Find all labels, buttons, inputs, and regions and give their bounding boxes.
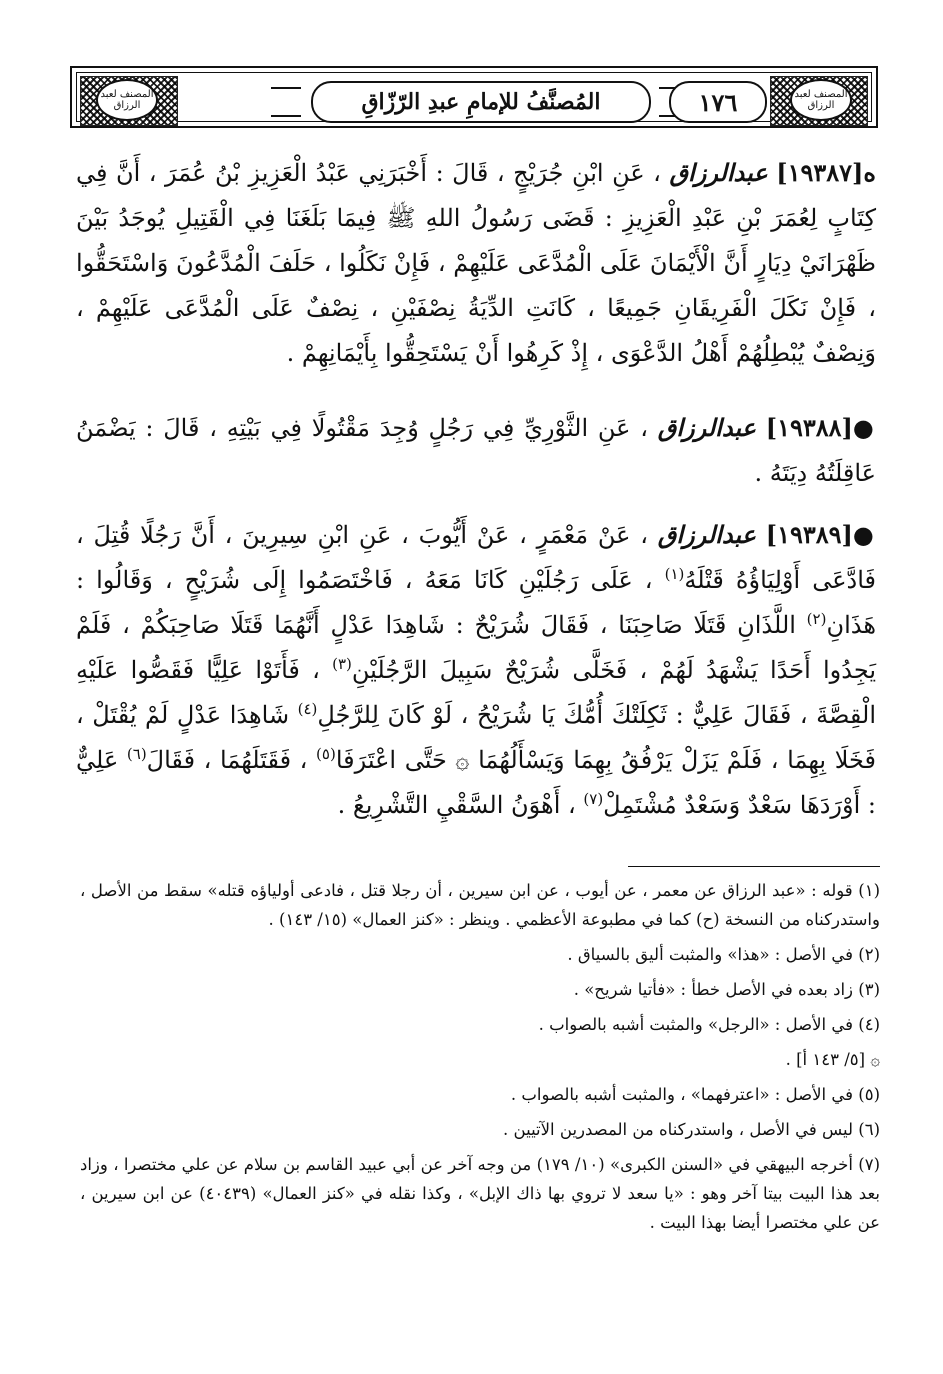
footnote: (٢) في الأصل : «هذا» والمثبت أليق بالسياق . — [567, 945, 880, 964]
hadith-text: اللَّذَانِ قَتَلَا صَاحِبَنَا ، فَقَالَ شُرَيْحٌ : شَاهِدَا عَدْلٍ أَنَّهُمَا قَتَلَا صَاحِبَكُمْ ، فَلَمْ يَجِدُوا أَحَدًا يَشْهَدُ لَهُمْ ، فَخَلَّى شُرَيْحٌ سَبِيلَ الرَّجُلَيْنِ — [76, 611, 876, 684]
hadith-entry — [76, 405, 876, 496]
page-header — [70, 66, 878, 128]
hadith-number: [١٩٣٨٩] — [765, 520, 853, 549]
hadith-text: ، أَهْوَنُ السَّقْيِ التَّشْرِيعُ . — [337, 791, 584, 819]
hadith-text: ، عَنِ ابْنِ جُرَيْجٍ ، قَالَ : أَخْبَرَنِي عَبْدُ الْعَزِيزِ بْنُ عُمَرَ ، أَنَّ فِي كِتَابٍ لِعُمَرَ بْنِ عَبْدِ الْعَزِيزِ : قَضَى رَسُولُ اللهِ ﷺ فِيمَا بَلَغَنَا فِي الْقَتِيلِ يُوجَدُ بَيْنَ ظَهْرَانَيْ دِيَارٍ أَنَّ الْأَيْمَانَ عَلَى الْمُدَّعَى عَلَيْهِمْ ، فَإِنْ نَكَلُوا ، حَلَفَ الْمُدَّعُونَ وَاسْتَحَقُّوا ، فَإِنْ نَكَلَ الْفَرِيقَانِ جَمِيعًا ، كَانَتِ الدِّيَةُ نِصْفَيْنِ ، نِصْفٌ عَلَى الْمُدَّعَى عَلَيْهِمْ ، وَنِصْفٌ يُبْطِلُهُمْ أَهْلُ الدَّعْوَى ، إِذْ كَرِهُوا أَنْ يَسْتَحِقُّوا بِأَيْمَانِهِمْ . — [76, 159, 876, 367]
footnote: ۞ [٥/ ١٤٣ أ] . — [785, 1050, 880, 1069]
page-number: ١٧٦ — [698, 87, 738, 117]
footnote: (٤) في الأصل : «الرجل» والمثبت أشبه بالصواب . — [538, 1015, 880, 1034]
hadith-text: ، عَنِ الثَّوْرِيِّ فِي رَجُلٍ وُجِدَ مَقْتُولًا فِي بَيْتِهِ ، قَالَ : يَضْمَنُ عَاقِلَتُهُ دِيَتَهُ . — [76, 414, 876, 487]
hadith-author: عبدالرزاق — [657, 413, 756, 442]
hadith-text: ، فَقَتَلَهُمَا ، فَقَالَ — [146, 746, 317, 774]
footnotes-list — [80, 876, 880, 1243]
emblem-text: المصنف لعبد الرزاق — [100, 89, 154, 111]
footnote-separator — [628, 866, 880, 867]
hadith-text: ، فَأَتَوْا عَلِيًّا فَقَصُّوا عَلَيْهِ الْقِصَّةَ ، فَقَالَ عَلِيٌّ : ثَكِلَتْكَ أُمُّكَ يَا شُرَيْحُ ، لَوْ كَانَ لِلرَّجُلِ — [76, 656, 876, 729]
hadith-text: شَاهِدَا عَدْلٍ لَمْ يُقْتَلْ ، فَخَلَا بِهِمَا ، فَلَمْ يَزَلْ يَرْفُقُ بِهِمَا وَيَسْأَلُهُمَا ۞ حَتَّى اعْتَرَفَا — [76, 701, 876, 774]
footnote-ref[interactable]: (٦) — [126, 745, 147, 763]
book-title: المُصنَّفُ للإمامِ عبدِ الرّزّاقِ — [361, 89, 601, 115]
title-cartouche — [311, 81, 651, 123]
entry-marker: ● — [852, 520, 876, 549]
hadith-author: عبدالرزاق — [657, 520, 756, 549]
header-divider-ornament — [271, 87, 301, 117]
hadith-author: عبدالرزاق — [669, 158, 768, 187]
publisher-emblem-left — [96, 79, 158, 121]
footnote-ref[interactable]: (١) — [664, 565, 685, 583]
entry-marker: ● — [852, 413, 876, 442]
hadith-entry — [76, 512, 876, 828]
hadith-entry — [76, 150, 876, 376]
footnote-ref[interactable]: (٢) — [806, 610, 827, 628]
footnote: (٦) ليس في الأصل ، واستدركناه من المصدرين الآتيين . — [503, 1120, 880, 1139]
footnote: (٥) في الأصل : «اعترفهما» ، والمثبت أشبه بالصواب . — [510, 1085, 880, 1104]
emblem-text: المصنف لعبد الرزاق — [794, 89, 848, 111]
hadith-text: ، عَنْ مَعْمَرٍ ، عَنْ أَيُّوبَ ، عَنِ ابْنِ سِيرِينَ ، أَنَّ رَجُلًا قُتِلَ ، فَادَّعَى أَوْلِيَاؤُهُ قَتْلَهُ — [76, 521, 877, 594]
footnote: (١) قوله : «عبد الرزاق عن معمر ، عن أيوب ، عن ابن سيرين ، أن رجلا قتل ، فادعى أولياؤه قتله» سقط من الأصل ، واستدركناه من النسخة (ح) كما في مطبوعة الأعظمي . وينظر : «كنز العمال» (١٥/ ١٤٣) . — [80, 881, 880, 929]
hadith-number: [١٩٣٨٨] — [765, 413, 853, 442]
header-frame — [76, 72, 872, 122]
footnote-ref[interactable]: (٥) — [316, 745, 336, 763]
footnote-ref[interactable]: (٤) — [297, 700, 318, 718]
footnote: (٣) زاد بعده في الأصل خطأ : «فأتيا شريح» . — [573, 980, 880, 999]
footnote: (٧) أخرجه البيهقي في «السنن الكبرى» (١٠/ ١٧٩) من وجه آخر عن أبي عبيد القاسم بن سلام عن علي مختصرا ، وزاد بعد هذا البيت بيتا آخر وهو : «يا سعد لا تروي بها ذاك الإبل» ، وكذا نقله في «كنز العمال» (٤٠٤٣٩) عن ابن سيرين ، عن علي مختصرا أيضا بهذا البيت . — [80, 1155, 880, 1232]
footnote-ref[interactable]: (٣) — [332, 655, 352, 673]
footnote-ref[interactable]: (٧) — [583, 790, 604, 808]
hadith-text: ، عَلَى رَجُلَيْنِ كَانَا مَعَهُ ، فَاخْتَصَمُوا إِلَى شُرَيْحٍ ، وَقَالُوا : هَذَانِ — [76, 566, 876, 639]
entry-marker: ه — [863, 158, 876, 187]
hadith-number: [١٩٣٨٧] — [776, 158, 864, 187]
publisher-emblem-right — [790, 79, 852, 121]
page-number-cartouche — [669, 81, 767, 123]
hadith-text: عَلِيٌّ : أَوْرَدَهَا سَعْدٌ وَسَعْدٌ مُشْتَمِلْ — [76, 746, 876, 819]
